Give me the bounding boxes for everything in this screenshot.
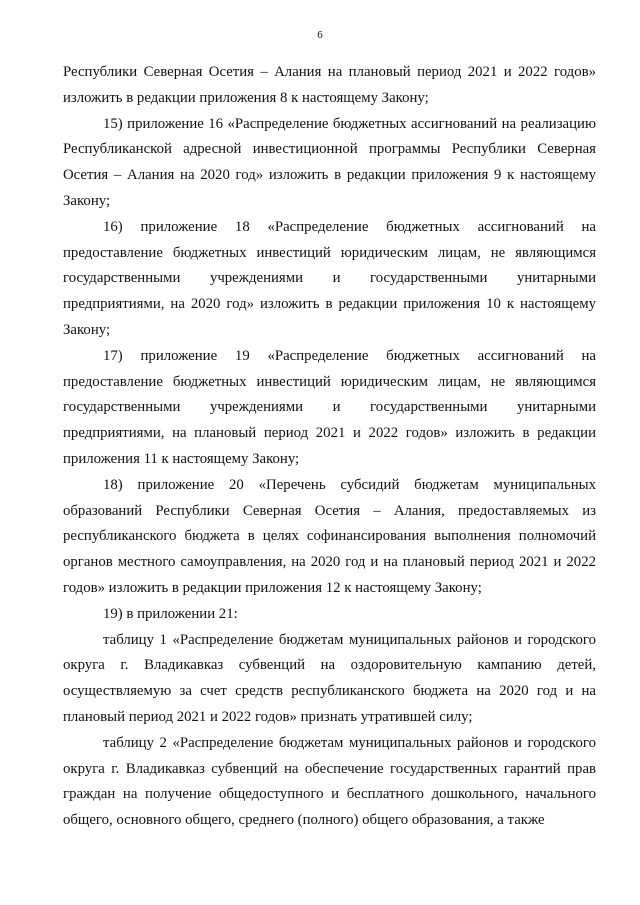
paragraph-item-19: 19) в приложении 21: — [103, 605, 238, 622]
paragraph-item-17: 17) приложение 19 «Распределение бюджетных ассигнований на предоставление бюджетных инвестиций юридическим лицам, не являющимся государственными учреждениями и государственными унитарными предприятиями, на плановый период 2021 и 2022 годов» изложить в редакции приложения 11 к настоящему Закону; — [63, 347, 596, 467]
paragraph-item-18: 18) приложение 20 «Перечень субсидий бюджетам муниципальных образований Республики Северная Осетия – Алания, предоставляемых из республиканского бюджета в целях софинансирования выполнения полномочий органов местного самоуправления, на 2020 год и на плановый период 2021 и 2022 годов» изложить в редакции приложения 12 к настоящему Закону; — [63, 476, 596, 596]
paragraph-item-16: 16) приложение 18 «Распределение бюджетных ассигнований на предоставление бюджетных инвестиций юридическим лицам, не являющимся государственными учреждениями и государственными унитарными предприятиями, на 2020 год» изложить в редакции приложения 10 к настоящему Закону; — [63, 218, 596, 338]
paragraph-table-1: таблицу 1 «Распределение бюджетам муниципальных районов и городского округа г. Владикавказ субвенций на оздоровительную кампанию детей, осуществляемую за счет средств республиканского бюджета на 2020 год и на плановый период 2021 и 2022 годов» признать утратившей силу; — [63, 631, 596, 725]
document-body — [63, 60, 596, 834]
page-number: 6 — [317, 29, 323, 41]
paragraph-table-2: таблицу 2 «Распределение бюджетам муниципальных районов и городского округа г. Владикавказ субвенций на обеспечение государственных гарантий прав граждан на получение общедоступного и бесплатного дошкольного, начального общего, основного общего, среднего (полного) общего образования, а также — [63, 734, 596, 829]
paragraph-continuation: Республики Северная Осетия – Алания на плановый период 2021 и 2022 годов» изложить в редакции приложения 8 к настоящему Закону; — [63, 64, 596, 106]
paragraph-item-15: 15) приложение 16 «Распределение бюджетных ассигнований на реализацию Республиканской адресной инвестиционной программы Республики Северная Осетия – Алания на 2020 год» изложить в редакции приложения 9 к настоящему Закону; — [63, 115, 596, 209]
